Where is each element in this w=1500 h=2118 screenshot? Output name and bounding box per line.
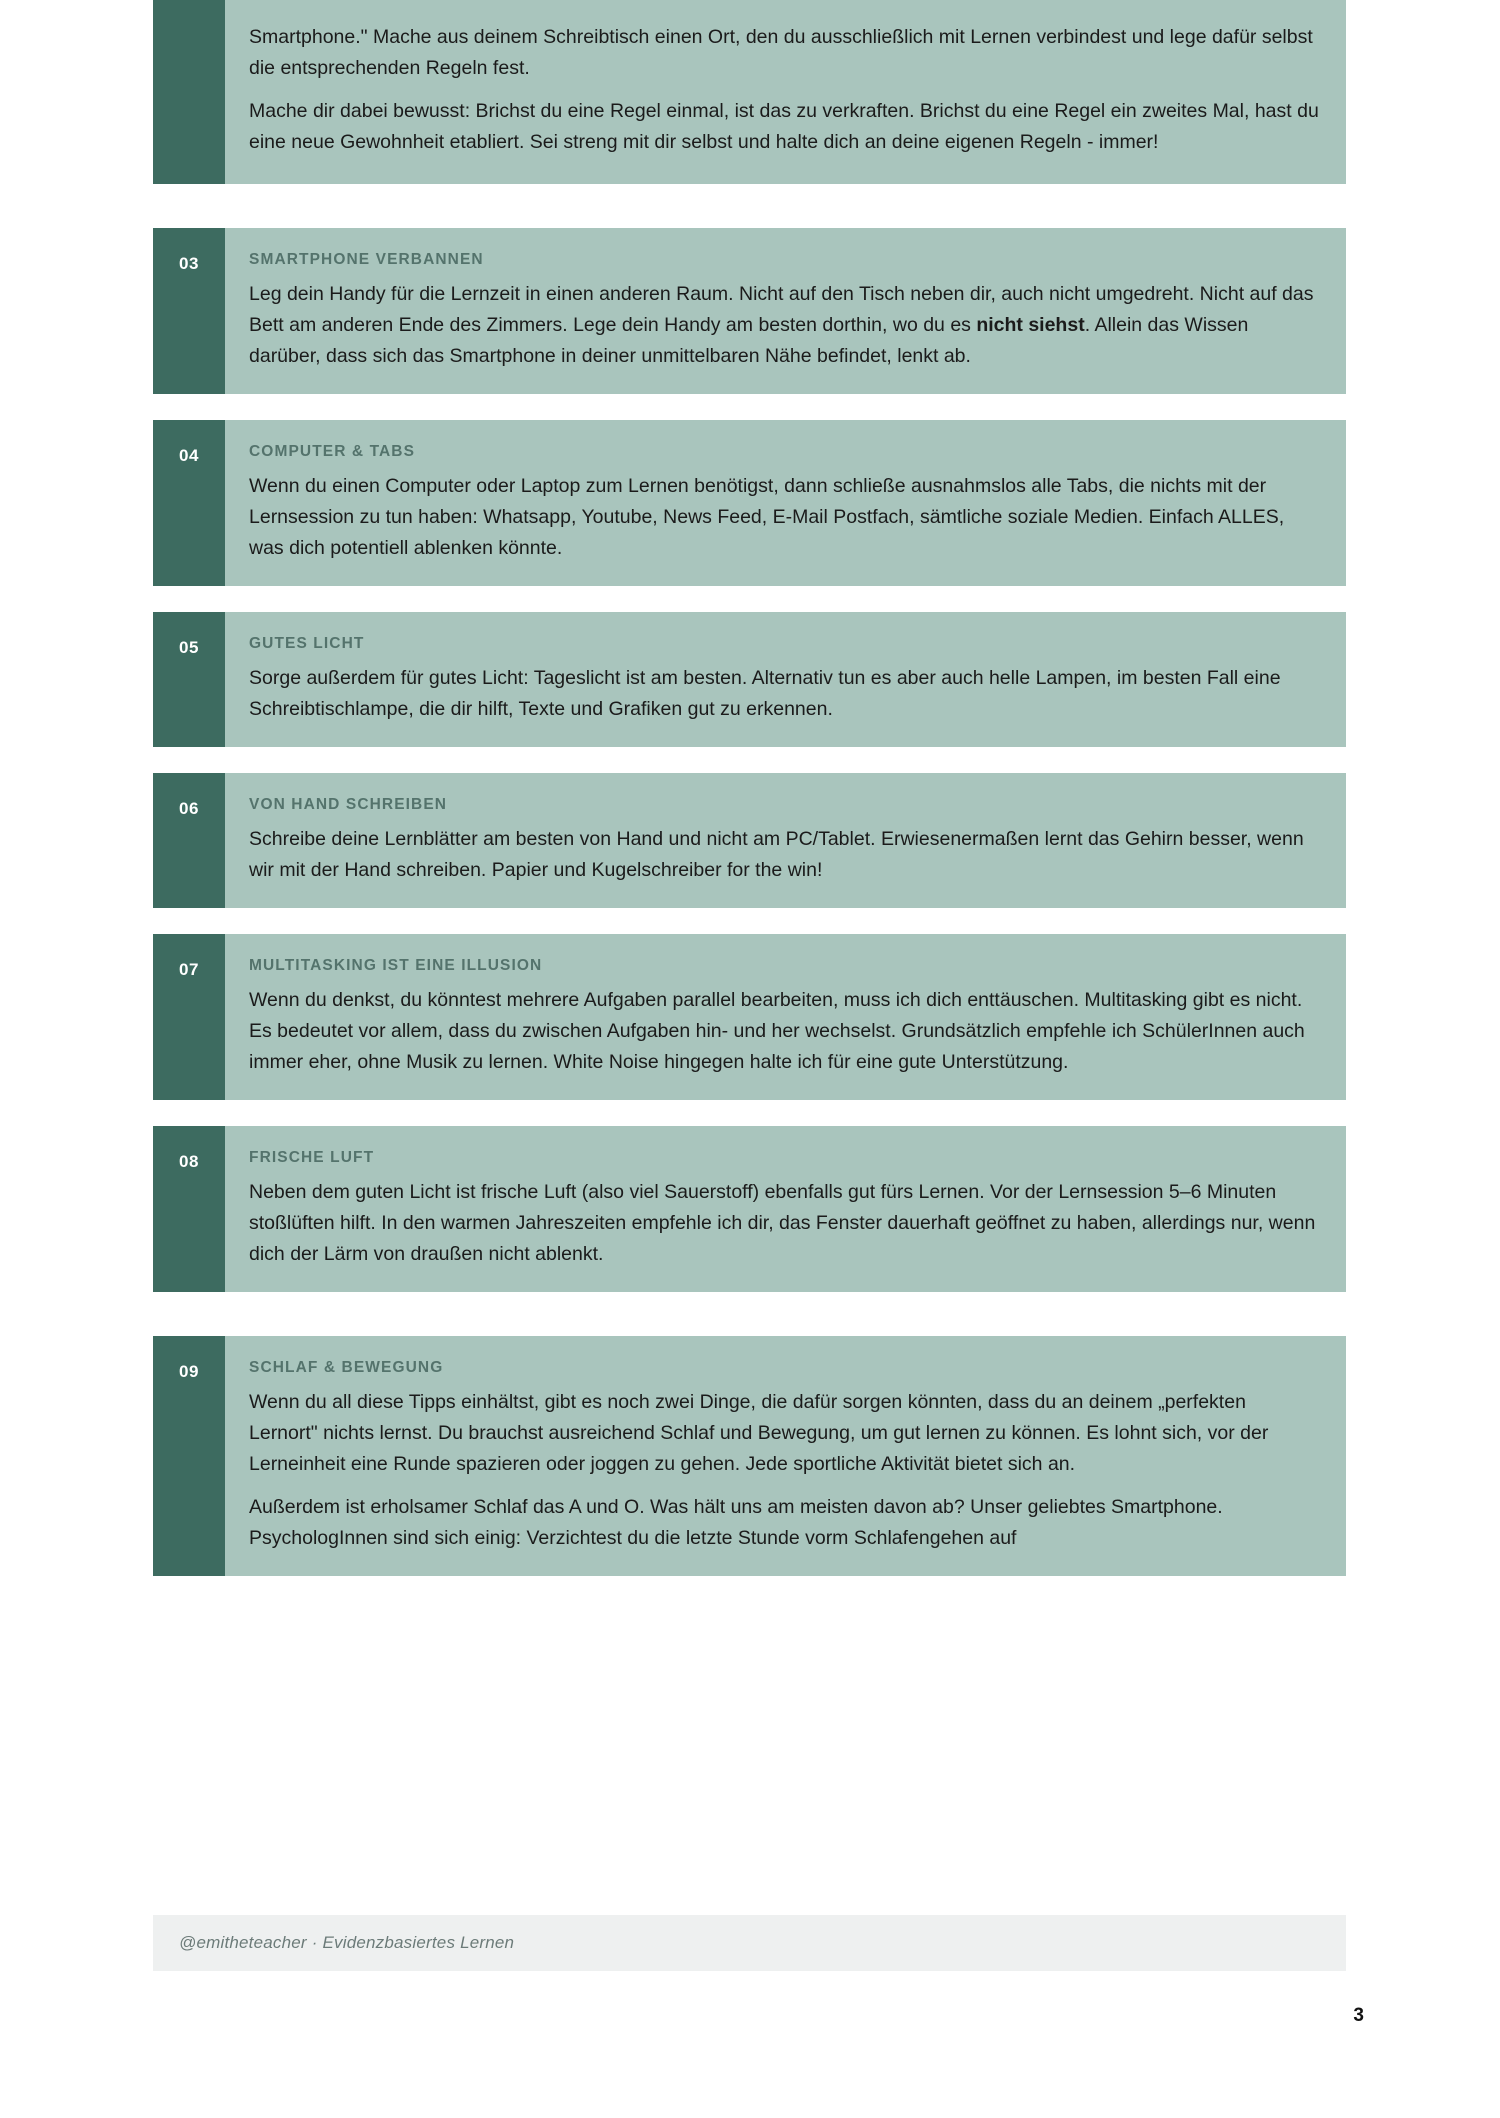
content-block-04 [153,420,1346,586]
page-content [153,0,1346,1576]
paragraph: Schreibe deine Lernblätter am besten von Hand und nicht am PC/Tablet. Erwiesenermaßen lernt das Gehirn besser, wenn wir mit der Hand schreiben. Papier und Kugelschreiber for the win! [249,828,1304,881]
block-title: VON HAND SCHREIBEN [249,796,448,813]
content-block-08 [153,1126,1346,1292]
block-body [225,0,1346,184]
block-number [153,0,225,184]
block-body [225,612,1346,747]
spacer [153,1292,1346,1336]
block-title: COMPUTER & TABS [249,443,416,460]
paragraph: Wenn du all diese Tipps einhältst, gibt es noch zwei Dinge, die dafür sorgen könnten, dass du an deinem „perfekten Lernort" nichts lernst. Du brauchst ausreichend Schlaf und Bewegung, um gut lernen zu können. Es lohnt sich, vor der Lerneinheit eine Runde spazieren oder joggen zu gehen. Jede sportliche Aktivität bietet sich an. [249,1391,1269,1475]
paragraph: Außerdem ist erholsamer Schlaf das A und O. Was hält uns am meisten davon ab? Unser geliebtes Smartphone. PsychologInnen sind sich einig: Verzichtest du die letzte Stunde vorm Schlafengehen auf [249,1496,1223,1549]
spacer [153,586,1346,612]
block-body [225,773,1346,908]
block-number: 09 [153,1336,225,1576]
content-block-continuation [153,0,1346,184]
block-title: MULTITASKING IST EINE ILLUSION [249,957,543,974]
block-number: 04 [153,420,225,586]
paragraph: Mache dir dabei bewusst: Brichst du eine Regel einmal, ist das zu verkraften. Brichst du eine Regel ein zweites Mal, hast du eine neue Gewohnheit etabliert. Sei streng mit dir selbst und halte dich an deine eigenen Regeln - immer! [249,100,1319,153]
content-block-06 [153,773,1346,908]
block-number: 05 [153,612,225,747]
spacer [153,1100,1346,1126]
paragraph: Smartphone." Mache aus deinem Schreibtisch einen Ort, den du ausschließlich mit Lernen verbindest und lege dafür selbst die entsprechenden Regeln fest. [249,26,1313,79]
page-footer [153,1915,1346,1971]
block-body [225,228,1346,394]
block-number: 06 [153,773,225,908]
block-number: 07 [153,934,225,1100]
spacer [153,184,1346,228]
page-number: 3 [1353,2005,1364,2026]
paragraph: Wenn du denkst, du könntest mehrere Aufgaben parallel bearbeiten, muss ich dich enttäuschen. Multitasking gibt es nicht. Es bedeutet vor allem, dass du zwischen Aufgaben hin- und her wechselst. Grundsätzlich empfehle ich SchülerInnen auch immer eher, ohne Musik zu lernen. White Noise hingegen halte ich für eine gute Unterstützung. [249,989,1305,1073]
paragraph: Leg dein Handy für die Lernzeit in einen anderen Raum. Nicht auf den Tisch neben dir, auch nicht umgedreht. Nicht auf das Bett am anderen Ende des Zimmers. Lege dein Handy am besten dorthin, wo du es nicht siehst. Allein das Wissen darüber, dass sich das Smartphone in deiner unmittelbaren Nähe befindet, lenkt ab. [249,283,1314,367]
paragraph: Sorge außerdem für gutes Licht: Tageslicht ist am besten. Alternativ tun es aber auch helle Lampen, im besten Fall eine Schreibtischlampe, die dir hilft, Texte und Grafiken gut zu erkennen. [249,667,1281,720]
block-number: 03 [153,228,225,394]
block-body [225,1336,1346,1576]
emphasis-text: nicht siehst [976,314,1085,336]
spacer [153,747,1346,773]
footer-credit: @emitheteacher · Evidenzbasiertes Lernen [179,1933,515,1952]
block-title: GUTES LICHT [249,635,365,652]
paragraph: Wenn du einen Computer oder Laptop zum Lernen benötigst, dann schließe ausnahmslos alle Tabs, die nichts mit der Lernsession zu tun haben: Whatsapp, Youtube, News Feed, E-Mail Postfach, sämtliche soziale Medien. Einfach ALLES, was dich potentiell ablenken könnte. [249,475,1285,559]
content-block-09 [153,1336,1346,1576]
block-title: FRISCHE LUFT [249,1149,375,1166]
content-block-05 [153,612,1346,747]
content-block-07 [153,934,1346,1100]
block-body [225,1126,1346,1292]
block-body [225,420,1346,586]
content-block-03 [153,228,1346,394]
spacer [153,394,1346,420]
block-title: SMARTPHONE VERBANNEN [249,251,484,268]
spacer [153,908,1346,934]
block-number: 08 [153,1126,225,1292]
paragraph: Neben dem guten Licht ist frische Luft (also viel Sauerstoff) ebenfalls gut fürs Lernen. Vor der Lernsession 5–6 Minuten stoßlüften hilft. In den warmen Jahreszeiten empfehle ich dir, das Fenster dauerhaft geöffnet zu haben, allerdings nur, wenn dich der Lärm von draußen nicht ablenkt. [249,1181,1316,1265]
block-body [225,934,1346,1100]
block-title: SCHLAF & BEWEGUNG [249,1359,444,1376]
